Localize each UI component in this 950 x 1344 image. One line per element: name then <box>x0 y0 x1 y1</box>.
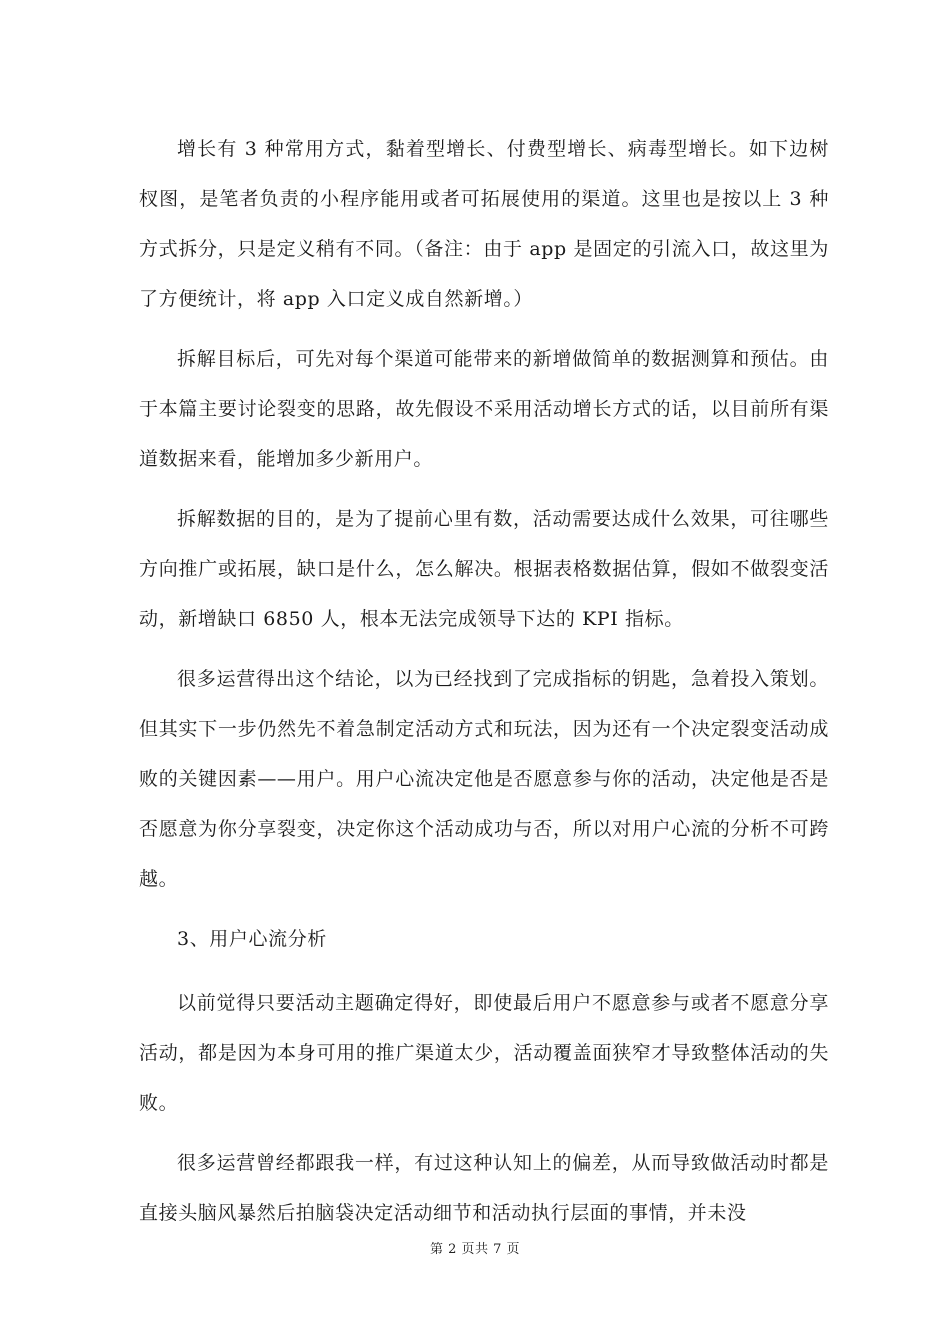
section-heading: 3、用户心流分析 <box>177 928 327 950</box>
paragraph-data-purpose: 拆解数据的目的，是为了提前心里有数，活动需要达成什么效果，可往哪些方向推广或拓展，缺口是什么，怎么解决。根据表格数据估算，假如不做裂变活动，新增缺口 6850 人，根本无法完成领导下达的 KPI 指标。 <box>139 508 829 630</box>
paragraph-growth-methods: 增长有 3 种常用方式，黏着型增长、付费型增长、病毒型增长。如下边树杈图，是笔者负责的小程序能用或者可拓展使用的渠道。这里也是按以上 3 种方式拆分，只是定义稍有不同。（备注：由于 app 是固定的引流入口，故这里为了方便统计，将 app 入口定义成自然新增。） <box>139 138 829 310</box>
paragraph-user-flow-importance: 很多运营得出这个结论，以为已经找到了完成指标的钥匙，急着投入策划。但其实下一步仍然先不着急制定活动方式和玩法，因为还有一个决定裂变活动成败的关键因素——用户。用户心流决定他是否愿意参与你的活动，决定他是否是否愿意为你分享裂变，决定你这个活动成功与否，所以对用户心流的分析不可跨越。 <box>139 668 829 890</box>
paragraph-target-breakdown: 拆解目标后，可先对每个渠道可能带来的新增做简单的数据测算和预估。由于本篇主要讨论裂变的思路，故先假设不采用活动增长方式的话，以目前所有渠道数据来看，能增加多少新用户。 <box>139 348 829 470</box>
page-number-footer: 第 2 页共 7 页 <box>429 1242 521 1257</box>
paragraph-cognitive-bias: 很多运营曾经都跟我一样，有过这种认知上的偏差，从而导致做活动时都是直接头脑风暴然后拍脑袋决定活动细节和活动执行层面的事情，并未没 <box>139 1152 829 1224</box>
document-body <box>139 124 829 1248</box>
paragraph-past-belief: 以前觉得只要活动主题确定得好，即使最后用户不愿意参与或者不愿意分享活动，都是因为本身可用的推广渠道太少，活动覆盖面狭窄才导致整体活动的失败。 <box>139 992 829 1114</box>
